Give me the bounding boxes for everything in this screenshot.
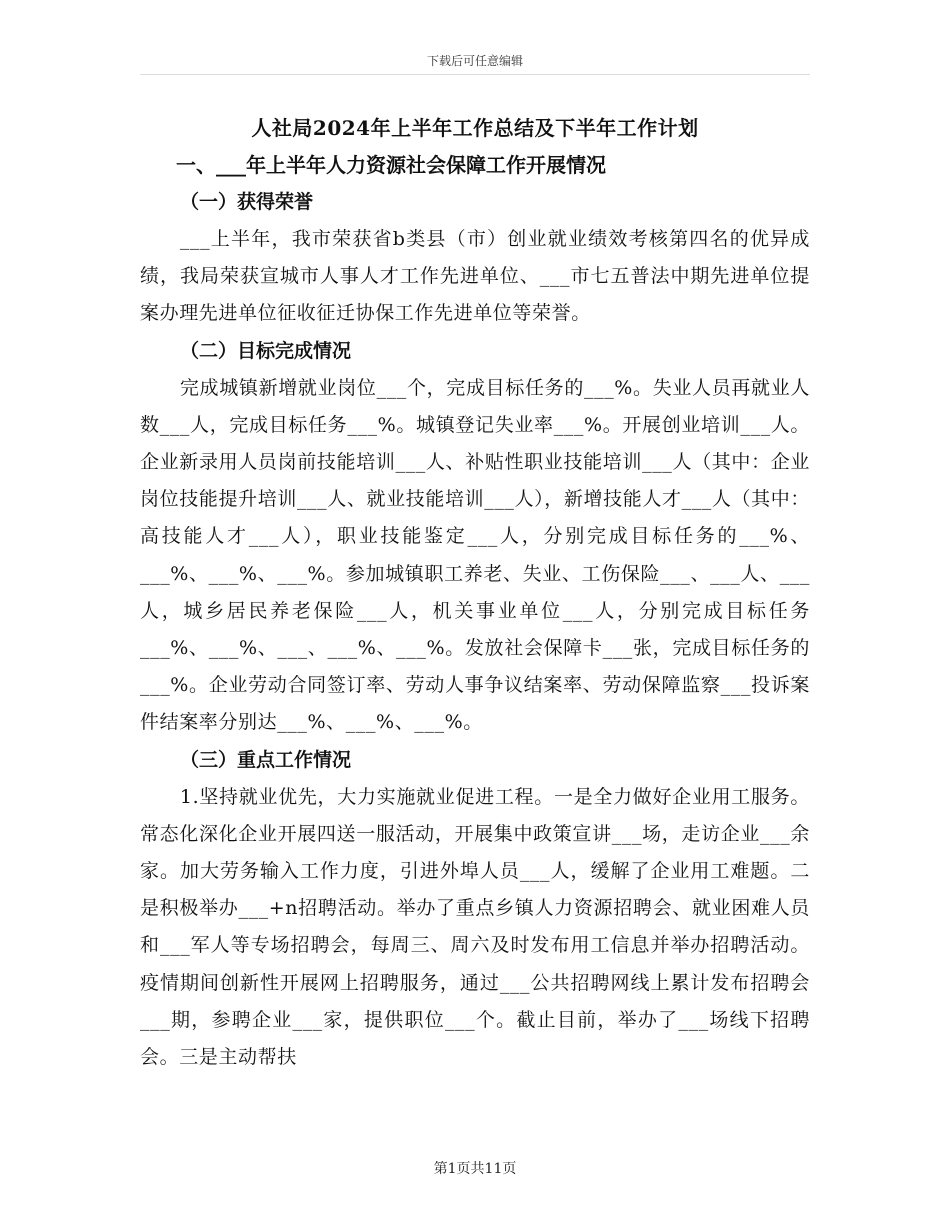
section-heading-1: 一、___年上半年人力资源社会保障工作开展情况 (176, 153, 606, 177)
subsection-heading-key-work: （三）重点工作情况 (180, 748, 352, 771)
document-body (140, 110, 810, 1076)
page-number: 第1页共11页 (433, 1161, 517, 1177)
document-title: 人社局2024年上半年工作总结及下半年工作计划 (251, 116, 699, 140)
paragraph-targets: 完成城镇新增就业岗位___个，完成目标任务的___%。失业人员再就业人数___人，完成目标任务___%。城镇登记失业率___%。开展创业培训___人。企业新录用人员岗前技能培训___人、补贴性职业技能培训___人（其中：企业岗位技能提升培训___人、就业技能培训___人），新增技能人才___人（其中：高技能人才___人），职业技能鉴定___人，分别完成目标任务的___%、___%、___%、___%。参加城镇职工养老、失业、工伤保险___、___人、___人，城乡居民养老保险___人，机关事业单位___人，分别完成目标任务___%、___%、___、___%、___%。发放社会保障卡___张，完成目标任务的___%。企业劳动合同签订率、劳动人事争议结案率、劳动保障监察___投诉案件结案率分别达___%、___%、___%。 (140, 376, 810, 734)
subsection-heading-targets: （二）目标完成情况 (180, 339, 352, 362)
subsection-heading-honors: （一）获得荣誉 (180, 191, 314, 213)
header-divider (140, 74, 810, 75)
header-note: 下载后可任意编辑 (426, 54, 523, 68)
paragraph-key-work: 1.坚持就业优先，大力实施就业促进工程。一是全力做好企业用工服务。常态化深化企业开展四送一服活动，开展集中政策宣讲___场，走访企业___余家。加大劳务输入工作力度，引进外埠人员___人，缓解了企业用工难题。二是积极举办___+n招聘活动。举办了重点乡镇人力资源招聘会、就业困难人员和___军人等专场招聘会，每周三、周六及时发布用工信息并举办招聘活动。疫情期间创新性开展网上招聘服务，通过___公共招聘网线上累计发布招聘会___期，参聘企业___家，提供职位___个。截止目前，举办了___场线下招聘会。三是主动帮扶 (140, 785, 810, 1069)
paragraph-honors: ___上半年，我市荣获省b类县（市）创业就业绩效考核第四名的优异成绩，我局荣获宣城市人事人才工作先进单位、___市七五普法中期先进单位提案办理先进单位征收征迁协保工作先进单位等荣誉。 (140, 228, 810, 325)
